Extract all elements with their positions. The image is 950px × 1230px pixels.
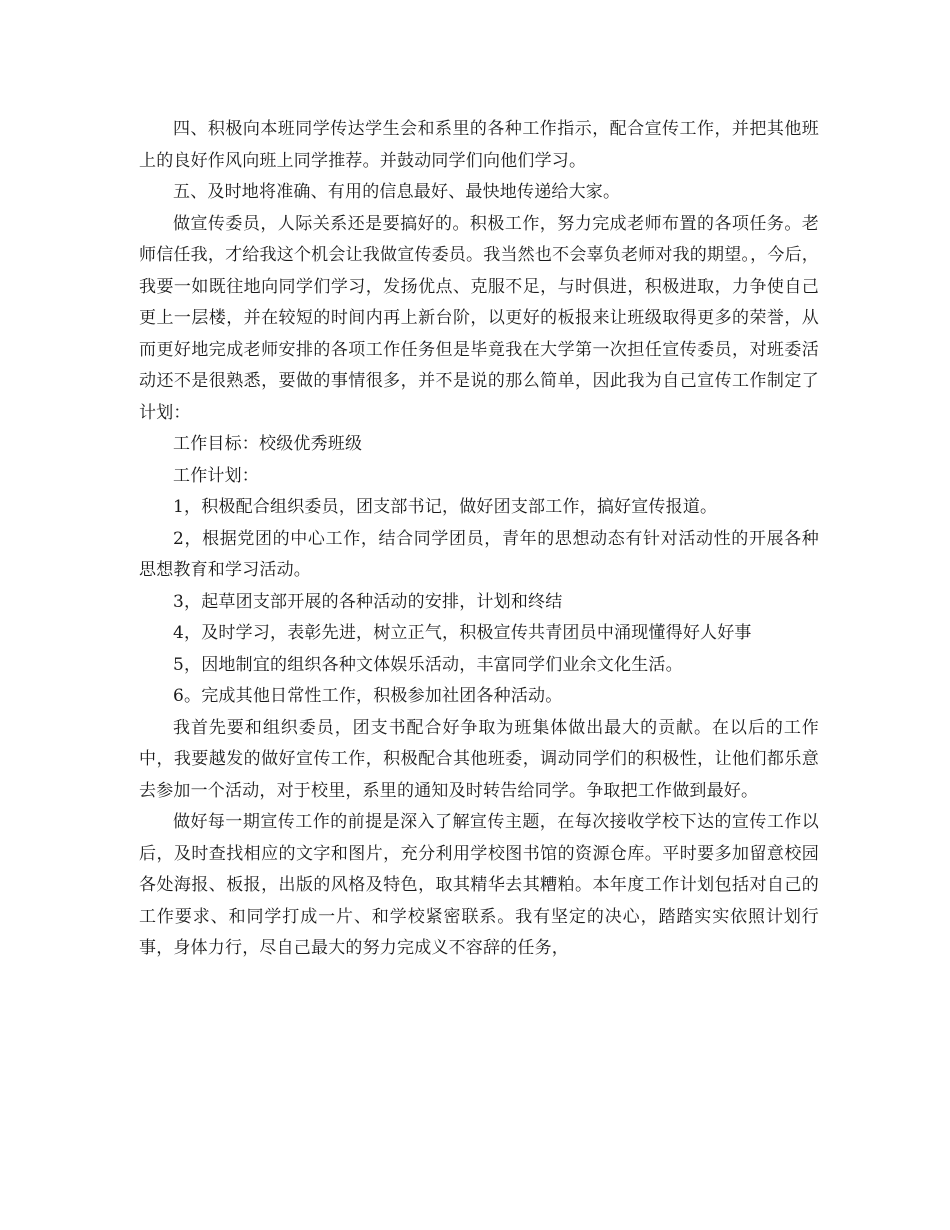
paragraph-cooperation: 我首先要和组织委员，团支书配合好争取为班集体做出最大的贡献。在以后的工作中，我要越发的做好宣传工作，积极配合其他班委，调动同学们的积极性，让他们都乐意去参加一个活动，对于校里，系里的通知及时转告给同学。争取把工作做到最好。 [139, 717, 819, 801]
paragraph-publicity-work: 做好每一期宣传工作的前提是深入了解宣传主题，在每次接收学校下达的宣传工作以后，及时查找相应的文字和图片，充分利用学校图书馆的资源仓库。平时要多加留意校园各处海报、板报，出版的风格及特色，取其精华去其糟粕。本年度工作计划包括对自己的工作要求、和同学打成一片、和学校紧密联系。我有坚定的决心，踏踏实实依照计划行事，身体力行，尽自己最大的努力完成义不容辞的任务， [139, 812, 819, 958]
plan-item-3: 3，起草团支部开展的各种活动的安排，计划和终结 [173, 591, 563, 612]
plan-item-4: 4，及时学习，表彰先进，树立正气，积极宣传共青团员中涌现懂得好人好事 [173, 623, 752, 643]
paragraph-commitment: 做宣传委员，人际关系还是要搞好的。积极工作，努力完成老师布置的各项任务。老师信任我，才给我这个机会让我做宣传委员。我当然也不会辜负老师对我的期望。，今后，我要一如既往地向同学们学习，发扬优点、克服不足，与时俱进，积极进取，力争使自己更上一层楼，并在较短的时间内再上新台阶，以更好的板报来让班级取得更多的荣誉，从而更好地完成老师安排的各项工作任务但是毕竟我在大学第一次担任宣传委员，对班委活动还不是很熟悉，要做的事情很多，并不是说的那么简单，因此我为自己宣传工作制定了计划： [139, 213, 819, 423]
paragraph-duty-5: 五、及时地将准确、有用的信息最好、最快地传递给大家。 [173, 182, 621, 202]
paragraph-duty-4: 四、积极向本班同学传达学生会和系里的各种工作指示，配合宣传工作，并把其他班上的良好作风向班上同学推荐。并鼓动同学们向他们学习。 [139, 119, 819, 171]
plan-item-2: 2，根据党团的中心工作，结合同学团员，青年的思想动态有针对活动性的开展各种思想教育和学习活动。 [139, 528, 819, 580]
paragraph-work-plan-heading: 工作计划： [173, 465, 259, 486]
document-body [139, 114, 819, 965]
plan-item-5: 5，因地制宜的组织各种文体娱乐活动，丰富同学们业余文化生活。 [173, 654, 683, 675]
plan-item-1: 1，积极配合组织委员，团支部书记，做好团支部工作，搞好宣传报道。 [173, 497, 718, 517]
plan-item-6: 6。完成其他日常性工作，积极参加社团各种活动。 [173, 686, 563, 706]
paragraph-work-goal: 工作目标：校级优秀班级 [173, 434, 363, 454]
